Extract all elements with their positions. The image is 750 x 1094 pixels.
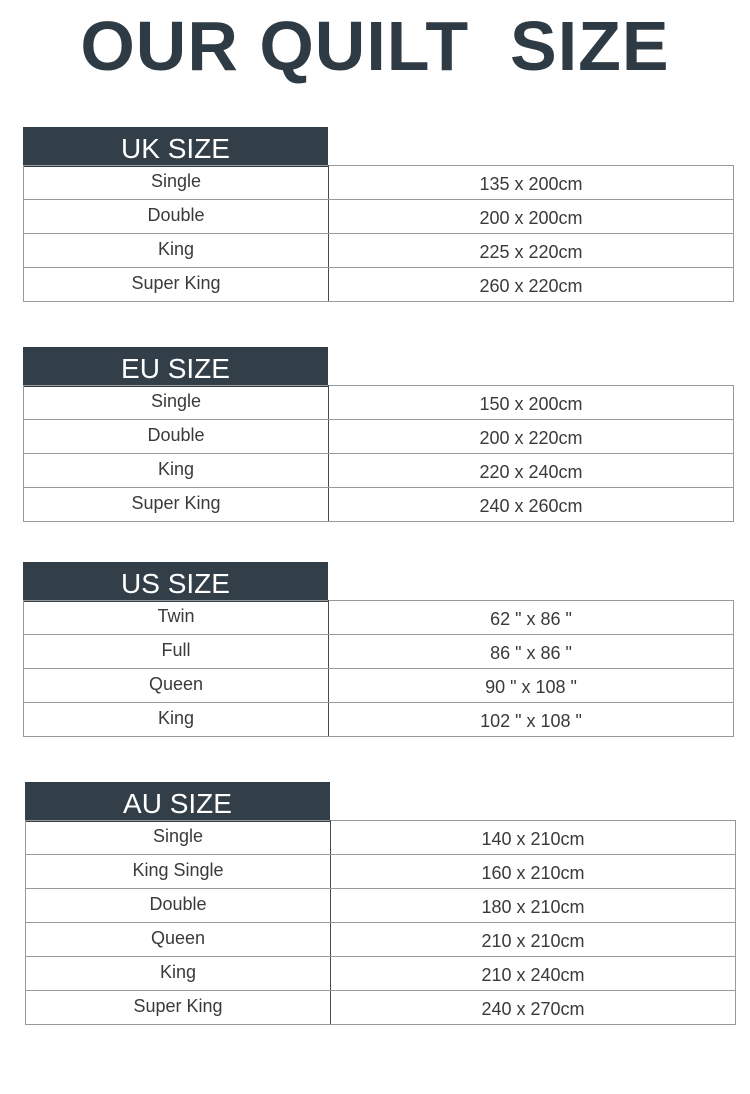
size-name: King [26, 957, 331, 991]
table-row [24, 234, 734, 268]
size-name: Double [26, 889, 331, 923]
size-name: King [24, 234, 329, 268]
size-dimensions: 160 x 210cm [331, 855, 736, 889]
table-row [26, 889, 736, 923]
size-dimensions: 135 x 200cm [329, 166, 734, 200]
size-name: King [24, 454, 329, 488]
table-row [24, 635, 734, 669]
size-dimensions: 200 x 220cm [329, 420, 734, 454]
size-name: Single [26, 821, 331, 855]
size-name: Queen [24, 669, 329, 703]
size-dimensions: 150 x 200cm [329, 386, 734, 420]
size-dimensions: 102 " x 108 " [329, 703, 734, 737]
size-dimensions: 140 x 210cm [331, 821, 736, 855]
table-row [26, 991, 736, 1025]
au-size-table [25, 820, 736, 1025]
table-row [24, 166, 734, 200]
size-name: Full [24, 635, 329, 669]
eu-size-table [23, 385, 734, 522]
size-dimensions: 210 x 240cm [331, 957, 736, 991]
table-row [24, 420, 734, 454]
table-row [24, 386, 734, 420]
size-dimensions: 62 " x 86 " [329, 601, 734, 635]
size-dimensions: 180 x 210cm [331, 889, 736, 923]
table-row [26, 923, 736, 957]
section-header-us: US SIZE [23, 562, 328, 602]
size-name: Twin [24, 601, 329, 635]
table-row [26, 821, 736, 855]
table-row [24, 268, 734, 302]
section-header-au: AU SIZE [25, 782, 330, 822]
size-name: Double [24, 420, 329, 454]
table-row [24, 454, 734, 488]
size-dimensions: 240 x 260cm [329, 488, 734, 522]
table-row [26, 957, 736, 991]
size-dimensions: 220 x 240cm [329, 454, 734, 488]
table-row [24, 200, 734, 234]
size-name: Single [24, 166, 329, 200]
size-name: Single [24, 386, 329, 420]
size-dimensions: 225 x 220cm [329, 234, 734, 268]
page-title: OUR QUILT SIZE [80, 7, 670, 85]
table-row [24, 703, 734, 737]
size-name: Super King [26, 991, 331, 1025]
section-header-eu: EU SIZE [23, 347, 328, 387]
size-dimensions: 90 " x 108 " [329, 669, 734, 703]
size-name: King Single [26, 855, 331, 889]
size-name: Super King [24, 488, 329, 522]
size-dimensions: 200 x 200cm [329, 200, 734, 234]
uk-size-table [23, 165, 734, 302]
us-size-table [23, 600, 734, 737]
size-dimensions: 240 x 270cm [331, 991, 736, 1025]
table-row [24, 488, 734, 522]
size-name: Double [24, 200, 329, 234]
table-row [24, 601, 734, 635]
table-row [24, 669, 734, 703]
size-name: Super King [24, 268, 329, 302]
section-header-uk: UK SIZE [23, 127, 328, 167]
size-name: King [24, 703, 329, 737]
size-dimensions: 86 " x 86 " [329, 635, 734, 669]
size-dimensions: 260 x 220cm [329, 268, 734, 302]
size-name: Queen [26, 923, 331, 957]
size-dimensions: 210 x 210cm [331, 923, 736, 957]
table-row [26, 855, 736, 889]
